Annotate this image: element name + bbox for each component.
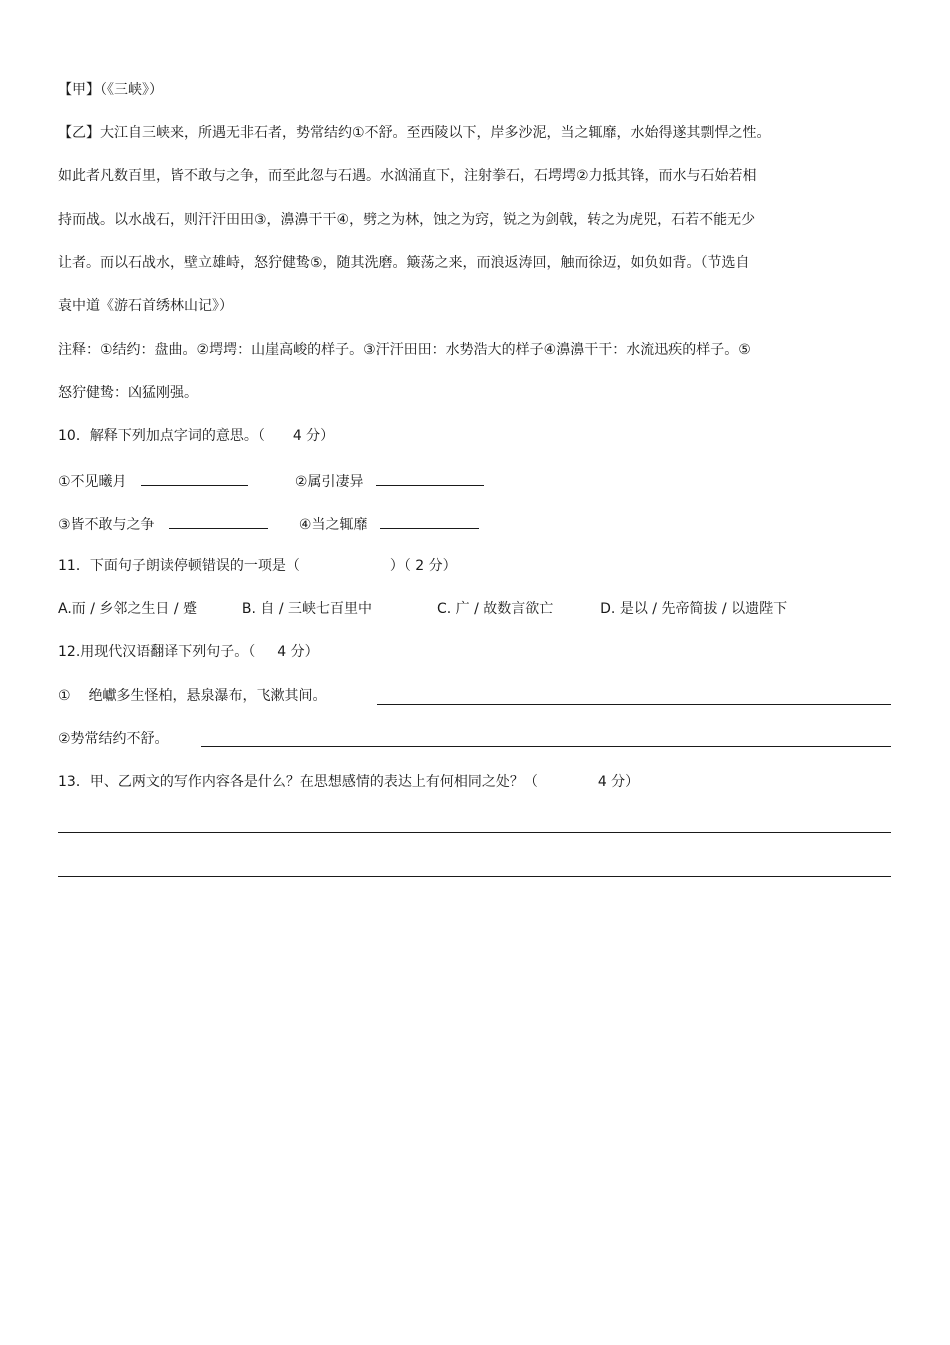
jia-heading: 【甲】（《三峡》） xyxy=(58,82,163,98)
question-13-score: 4 分） xyxy=(597,774,640,790)
question-11-options xyxy=(58,600,787,618)
option-d: D. 是以 / 先帝简拔 / 以遗陛下 xyxy=(600,601,788,617)
question-13-stem xyxy=(58,773,639,791)
question-12-item-2: ②势常结约不舒。 xyxy=(58,731,169,747)
answer-blank-10-2[interactable] xyxy=(376,471,484,486)
question-11-stem xyxy=(58,557,457,575)
question-10-stem xyxy=(58,427,334,445)
question-10-item-3: ③皆不敢与之争 xyxy=(58,517,155,533)
question-10-item-4: ④当之辄靡 xyxy=(298,517,368,533)
yi-passage-line: 如此者凡数百里，皆不敢与之争，而至此忽与石遇。水汹涌直下，注射拳石，石堮堮②力抵其锋，而水与石始若相 xyxy=(58,168,757,184)
question-12-stem xyxy=(58,643,319,661)
question-11-score: ）（ 2 分） xyxy=(389,558,457,574)
yi-passage-line: 袁中道《游石首绣林山记》） xyxy=(58,298,233,314)
answer-line-12-2[interactable] xyxy=(201,746,891,747)
notes-line: 怒狞健鸷：凶猛刚强。 xyxy=(58,385,198,401)
option-c: C. 广 / 故数言欲亡 xyxy=(436,601,554,617)
question-12-stem-text: 12.用现代汉语翻译下列句子。（ xyxy=(58,644,256,660)
question-10-row-1 xyxy=(58,471,484,489)
answer-line-13-2[interactable] xyxy=(58,876,891,877)
yi-passage-line: 【乙】大江自三峡来，所遇无非石者，势常结约①不舒。至西陵以下，岸多沙泥，当之辄靡，水始得遂其剽悍之性。 xyxy=(58,125,771,141)
answer-blank-10-4[interactable] xyxy=(380,514,479,529)
question-12-item-1-text: 绝巘多生怪柏，悬泉瀑布，飞漱其间。 xyxy=(88,688,327,704)
question-10-item-1: ①不见曦月 xyxy=(58,474,127,490)
answer-blank-10-1[interactable] xyxy=(141,471,248,486)
question-10-row-2 xyxy=(58,514,479,532)
notes-line: 注释：①结约：盘曲。②堮堮：山崖高峻的样子。③汗汗田田：水势浩大的样子④濞濞干干：水流迅疾的样子。⑤ xyxy=(58,342,751,358)
question-10-score: 4 分） xyxy=(292,428,335,444)
yi-passage-line: 持而战。以水战石，则汗汗田田③，濞濞干干④，劈之为林，蚀之为窍，锐之为剑戟，转之为虎兕，石若不能无少 xyxy=(58,212,756,228)
question-12-score: 4 分） xyxy=(277,644,319,660)
answer-blank-10-3[interactable] xyxy=(169,514,268,529)
question-10-item-2: ②属引凄异 xyxy=(294,474,364,490)
option-a: A.而 / 乡邻之生日 / 蹙 xyxy=(58,601,198,617)
question-10-stem-text: 10．解释下列加点字词的意思。（ xyxy=(58,428,265,444)
yi-passage-line: 让者。而以石战水，壁立雄峙，怒狞健鸷⑤，随其洗磨。簸荡之来，而浪返涛回，触而徐迈，如负如背。（节选自 xyxy=(58,255,750,271)
question-11-stem-text: 11．下面句子朗读停顿错误的一项是（ xyxy=(58,558,300,574)
answer-line-12-1[interactable] xyxy=(377,704,891,705)
question-12-item-1-number: ① xyxy=(58,688,71,704)
question-13-stem-text: 13．甲、乙两文的写作内容各是什么？在思想感情的表达上有何相同之处？（ xyxy=(58,774,538,790)
option-b: B. 自 / 三峡七百里中 xyxy=(241,601,373,617)
answer-line-13-1[interactable] xyxy=(58,832,891,833)
question-12-item-1 xyxy=(58,687,327,705)
